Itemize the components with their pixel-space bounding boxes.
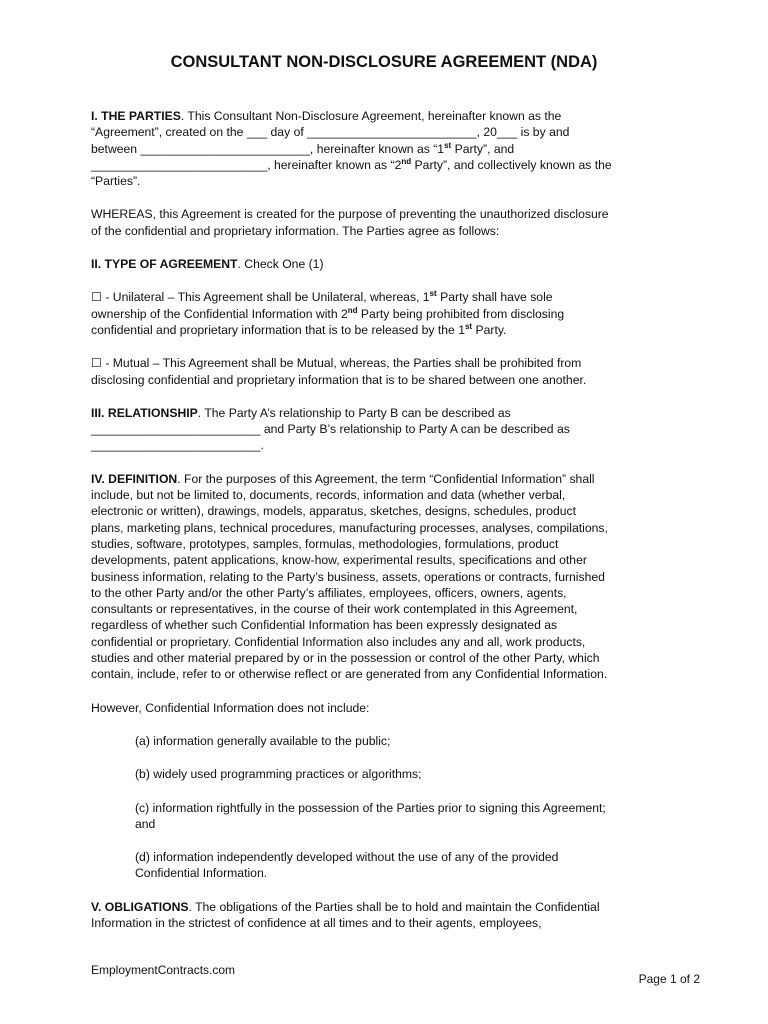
text-line [91, 141, 691, 157]
text-span: . The Party A’s relationship to Party B can be described as [197, 405, 511, 420]
text-line: consultants or representatives, in the course of their work contemplated in this Agreement, [91, 602, 578, 617]
text-line [91, 108, 691, 124]
section-heading: IV. DEFINITION [91, 471, 178, 486]
ordinal-suffix: st [464, 321, 473, 331]
section-heading: V. OBLIGATIONS [91, 899, 189, 914]
text-line: developments, patent applications, know-how, experimental results, specifications and other [91, 553, 587, 568]
exclusions-intro: However, Confidential Information does not include: [91, 700, 370, 715]
text-line: plans, marketing plans, technical procedures, manufacturing processes, analyses, compilations, [91, 520, 608, 535]
text-line: “Parties”. [91, 174, 141, 189]
text-span: . This Consultant Non-Disclosure Agreement, hereinafter known as the [180, 109, 562, 123]
text-line: WHEREAS, this Agreement is created for the purpose of preventing the unauthorized disclosure [91, 207, 609, 222]
text-span: - Mutual – This Agreement shall be Mutual, whereas, the Parties shall be prohibited from [101, 356, 582, 371]
text-line: Information in the strictest of confidence at all times and to their agents, employees, [91, 915, 542, 930]
section-heading: III. RELATIONSHIP [91, 405, 198, 420]
text-span: between _________________________, hereinafter known as “1 [91, 141, 445, 156]
text-span: __________________________, hereinafter known as “2 [91, 157, 402, 172]
text-line: “Agreement”, created on the ___ day of _________________________, 20___ is by and [91, 125, 570, 140]
text-span: . For the purposes of this Agreement, the term “Confidential Information” shall [177, 471, 595, 486]
text-line [91, 355, 691, 371]
text-line [91, 471, 691, 487]
text-line: studies, software, prototypes, samples, formulas, methodologies, formulations, product [91, 536, 559, 551]
text-line: (c) information rightfully in the possession of the Parties prior to signing this Agreement; [135, 800, 606, 815]
text-line [91, 306, 691, 322]
text-line: disclosing confidential and proprietary information that is to be shared between one another. [91, 372, 587, 387]
text-line: (d) information independently developed without the use of any of the provided [135, 850, 559, 865]
text-line: contain, include, refer to or otherwise reflect or are generated from any Confidential Information. [91, 667, 608, 682]
section-parties [91, 108, 691, 189]
exclusion-item-c [135, 800, 691, 833]
text-span: Party. [472, 322, 507, 337]
text-span: . Check One (1) [237, 257, 324, 272]
text-line: Confidential Information. [135, 866, 268, 881]
ordinal-suffix: st [429, 289, 437, 299]
option-mutual [91, 355, 691, 388]
text-line: to the other Party and/or the other Party’s affiliates, employees, officers, owners, agents, [91, 585, 567, 600]
section-whereas [91, 206, 691, 239]
text-line [91, 289, 691, 305]
text-span: ownership of the Confidential Information with 2 [91, 306, 348, 321]
section-heading: II. TYPE OF AGREEMENT [91, 257, 238, 272]
text-span: Party”, and [451, 141, 515, 156]
text-span: . The obligations of the Parties shall be to hold and maintain the Confidential [188, 899, 600, 914]
text-line: confidential or proprietary. Confidential Information also includes any and all, work products, [91, 634, 586, 649]
text-span: confidential and proprietary information that is to be released by the 1 [91, 322, 465, 337]
text-span: Party”, and collectively known as the [411, 157, 612, 172]
text-line: include, but not be limited to, documents, records, information and data (whether verbal, [91, 488, 566, 503]
page-number: Page 1 of 2 [638, 972, 700, 986]
text-span: Party being prohibited from disclosing [357, 306, 565, 321]
option-unilateral [91, 289, 691, 338]
text-line: _________________________. [91, 438, 264, 453]
exclusion-item-b: (b) widely used programming practices or algorithms; [135, 767, 422, 782]
text-line [91, 157, 691, 173]
section-heading: I. THE PARTIES [91, 109, 181, 123]
text-line: _________________________ and Party B’s relationship to Party A can be described as [91, 422, 570, 437]
text-line: studies and other material prepared by or in the possession or control of the other Party, which [91, 651, 600, 666]
document-body [91, 108, 691, 948]
section-relationship [91, 405, 691, 454]
text-line: electronic or written), drawings, models, apparatus, sketches, designs, schedules, product [91, 504, 577, 519]
exclusion-item-a: (a) information generally available to the public; [135, 733, 391, 748]
section-definition [91, 471, 691, 683]
section-type [91, 256, 691, 272]
text-span: - Unilateral – This Agreement shall be Unilateral, whereas, 1 [101, 290, 430, 305]
text-line: regardless of whether such Confidential Information has been expressly designated as [91, 618, 558, 633]
text-line [91, 899, 691, 915]
exclusion-item-d [135, 849, 691, 882]
text-line: of the confidential and proprietary information. The Parties agree as follows: [91, 223, 500, 238]
text-span: Party shall have sole [436, 290, 553, 305]
ordinal-suffix: nd [401, 156, 412, 166]
footer-site: EmploymentContracts.com [91, 963, 236, 977]
ordinal-suffix: nd [347, 305, 358, 315]
document-title: CONSULTANT NON-DISCLOSURE AGREEMENT (NDA) [170, 53, 598, 71]
text-line: and [135, 816, 156, 831]
text-line [91, 405, 691, 421]
text-line: business information, relating to the Party’s business, assets, operations or contracts, furnished [91, 569, 605, 584]
text-line [91, 322, 691, 338]
text-line [91, 256, 691, 272]
section-obligations [91, 899, 691, 932]
mutual-checkbox[interactable]: ☐ [91, 356, 102, 371]
unilateral-checkbox[interactable]: ☐ [91, 290, 102, 305]
ordinal-suffix: st [444, 140, 452, 150]
